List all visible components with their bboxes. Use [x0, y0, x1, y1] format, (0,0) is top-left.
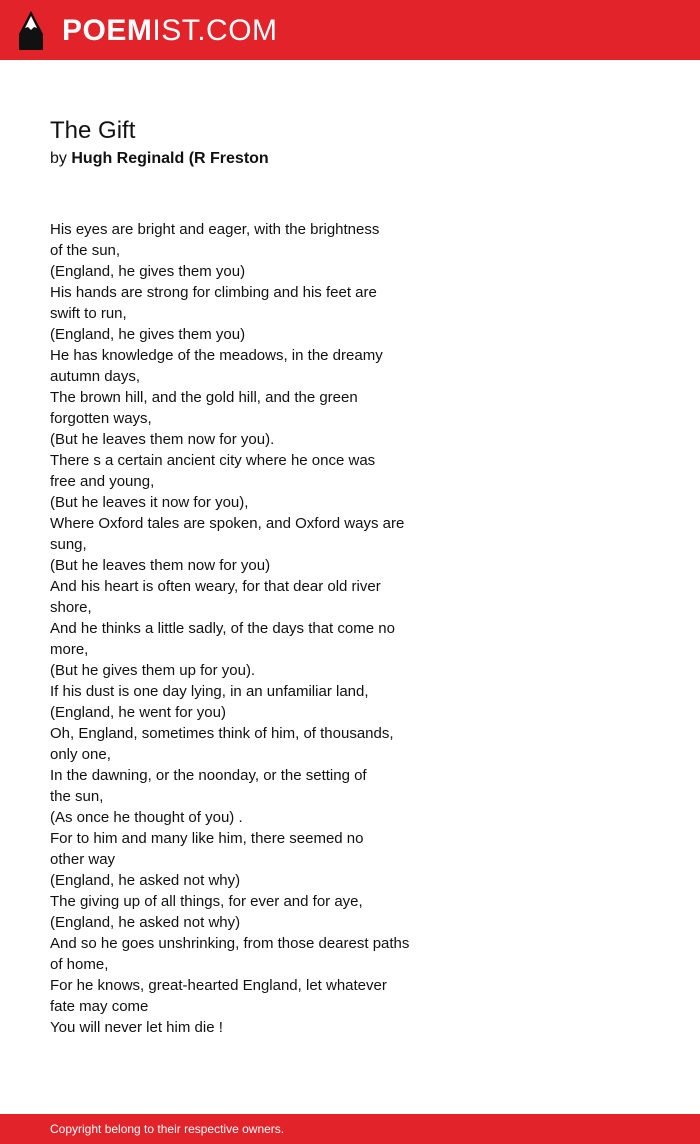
- poem-line: of home,: [50, 956, 109, 973]
- poem-line: (But he leaves them now for you): [50, 557, 271, 574]
- poem-line: (But he leaves them now for you).: [50, 431, 275, 448]
- poem-line: (England, he gives them you): [50, 326, 246, 343]
- poem-line: (But he leaves it now for you),: [50, 494, 249, 511]
- author-name: Hugh Reginald (R Freston: [71, 150, 269, 167]
- poem-line: (But he gives them up for you).: [50, 662, 256, 679]
- brand-bold: POEM: [62, 14, 153, 47]
- poem-line: sung,: [50, 536, 87, 553]
- poem-line: His eyes are bright and eager, with the brightness: [50, 221, 380, 238]
- poem-line: free and young,: [50, 473, 155, 490]
- poem-line: You will never let him die !: [50, 1019, 223, 1036]
- poem-line: There s a certain ancient city where he once was: [50, 452, 376, 469]
- poem-line: His hands are strong for climbing and his feet are: [50, 284, 377, 301]
- site-header: [0, 0, 700, 60]
- poem-line: And so he goes unshrinking, from those dearest paths: [50, 935, 410, 952]
- poem-line: the sun,: [50, 788, 104, 805]
- poem-line: For to him and many like him, there seemed no: [50, 830, 364, 847]
- poem-line: (England, he asked not why): [50, 872, 241, 889]
- poem-line: Where Oxford tales are spoken, and Oxford ways are: [50, 515, 405, 532]
- poem-line: (England, he gives them you): [50, 263, 246, 280]
- poem-line: (England, he asked not why): [50, 914, 241, 931]
- poem-line: (As once he thought of you) .: [50, 809, 243, 826]
- poem-line: shore,: [50, 599, 92, 616]
- poem-line: The giving up of all things, for ever and for aye,: [50, 893, 363, 910]
- by-label: by: [50, 150, 67, 167]
- poem-line: In the dawning, or the noonday, or the setting of: [50, 767, 367, 784]
- poem-line: If his dust is one day lying, in an unfamiliar land,: [50, 683, 369, 700]
- brand-light: IST.COM: [152, 14, 278, 47]
- poem-line: And he thinks a little sadly, of the days that come no: [50, 620, 395, 637]
- poem-line: swift to run,: [50, 305, 127, 322]
- poem-line: fate may come: [50, 998, 149, 1015]
- poem-line: autumn days,: [50, 368, 141, 385]
- site-logo-link[interactable]: [62, 11, 278, 51]
- poem-line: only one,: [50, 746, 111, 763]
- copyright-notice: Copyright belong to their respective owners.: [50, 1122, 285, 1136]
- poem-line: other way: [50, 851, 116, 868]
- poem-line: more,: [50, 641, 89, 658]
- poem-line: (England, he went for you): [50, 704, 226, 721]
- pencil-tip-icon: [17, 10, 45, 52]
- poem-line: forgotten ways,: [50, 410, 152, 427]
- poem-line: The brown hill, and the gold hill, and the green: [50, 389, 358, 406]
- poem-line: And his heart is often weary, for that dear old river: [50, 578, 381, 595]
- poem-line: He has knowledge of the meadows, in the dreamy: [50, 347, 383, 364]
- poem-line: of the sun,: [50, 242, 121, 259]
- poem-title: The Gift: [50, 117, 136, 144]
- site-footer: [0, 1114, 700, 1144]
- poem-body: [50, 219, 430, 1038]
- poem-line: For he knows, great-hearted England, let whatever: [50, 977, 387, 994]
- poem-byline: [50, 148, 269, 170]
- poem-line: Oh, England, sometimes think of him, of thousands,: [50, 725, 394, 742]
